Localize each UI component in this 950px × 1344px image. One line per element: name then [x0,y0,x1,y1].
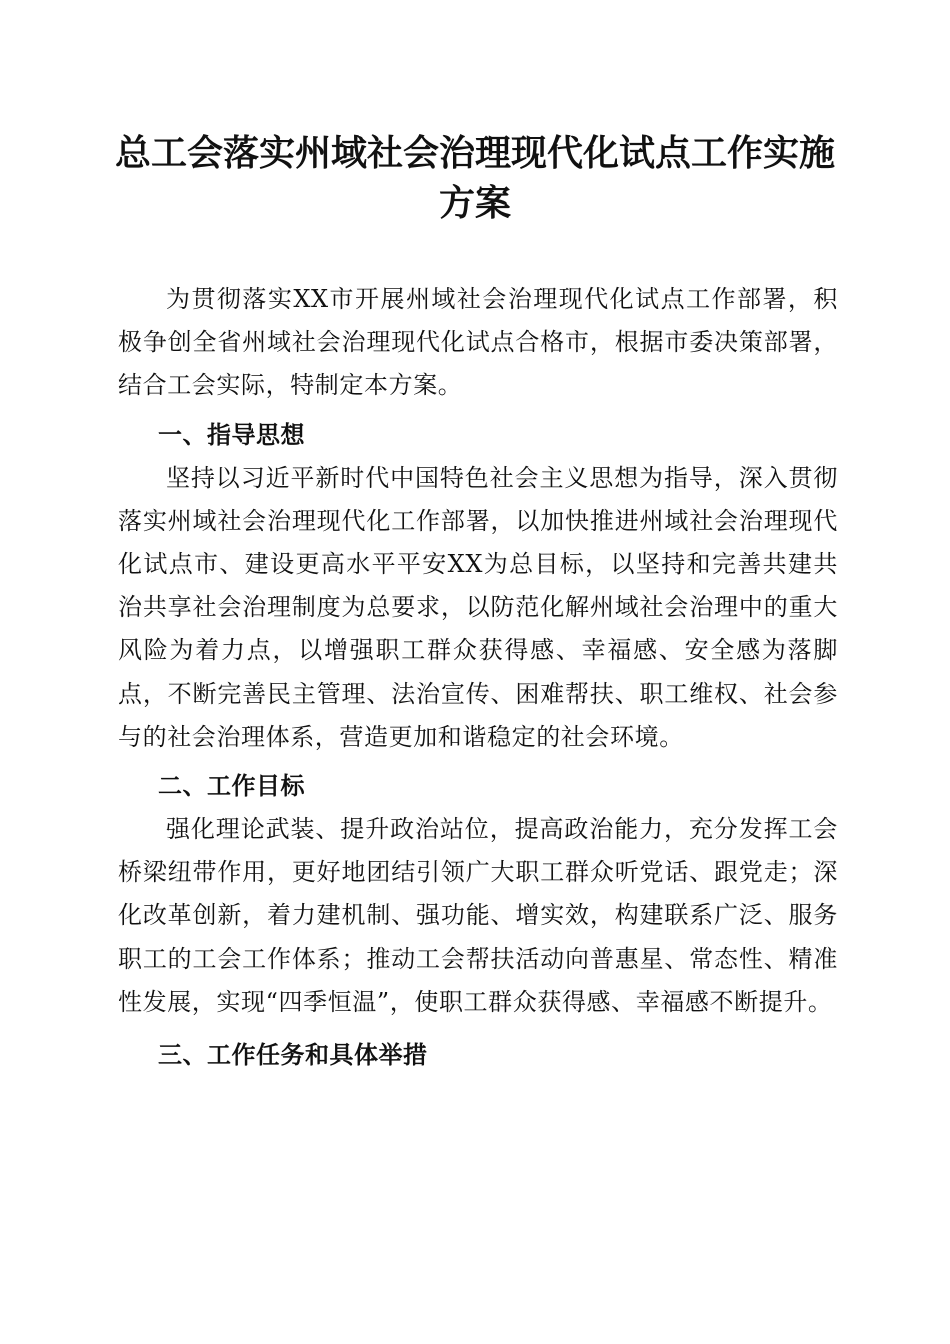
document-body [118,278,838,1077]
section-heading-work-goals: 二、工作目标 [158,772,305,801]
intro-paragraph: 为贯彻落实XX市开展州域社会治理现代化试点工作部署，积极争创全省州域社会治理现代化试点合格市，根据市委决策部署，结合工会实际，特制定本方案。 [118,285,838,400]
section-heading-guiding-ideology: 一、指导思想 [158,420,305,449]
title-line-2: 方案 [438,182,511,224]
section-text-guiding-ideology: 坚持以习近平新时代中国特色社会主义思想为指导，深入贯彻落实州域社会治理现代化工作部署，以加快推进州域社会治理现代化试点市、建设更高水平平安XX为总目标，以坚持和完善共建共治共享社会治理制度为总要求，以防范化解州域社会治理中的重大风险为着力点，以增强职工群众获得感、幸福感、安全感为落脚点，不断完善民主管理、法治宣传、困难帮扶、职工维权、社会参与的社会治理体系，营造更加和谐稳定的社会环境。 [118,463,838,751]
section-heading-tasks-measures: 三、工作任务和具体举措 [158,1041,428,1070]
section-text-work-goals: 强化理论武装、提升政治站位，提高政治能力，充分发挥工会桥梁纽带作用，更好地团结引领广大职工群众听党话、跟党走；深化改革创新，着力建机制、强功能、增实效，构建联系广泛、服务职工的工会工作体系；推动工会帮扶活动向普惠星、常态性、精准性发展，实现“四季恒温”，使职工群众获得感、幸福感不断提升。 [118,815,838,1016]
title-line-1: 总工会落实州域社会治理现代化试点工作实施 [114,132,835,174]
document-title [100,128,850,228]
